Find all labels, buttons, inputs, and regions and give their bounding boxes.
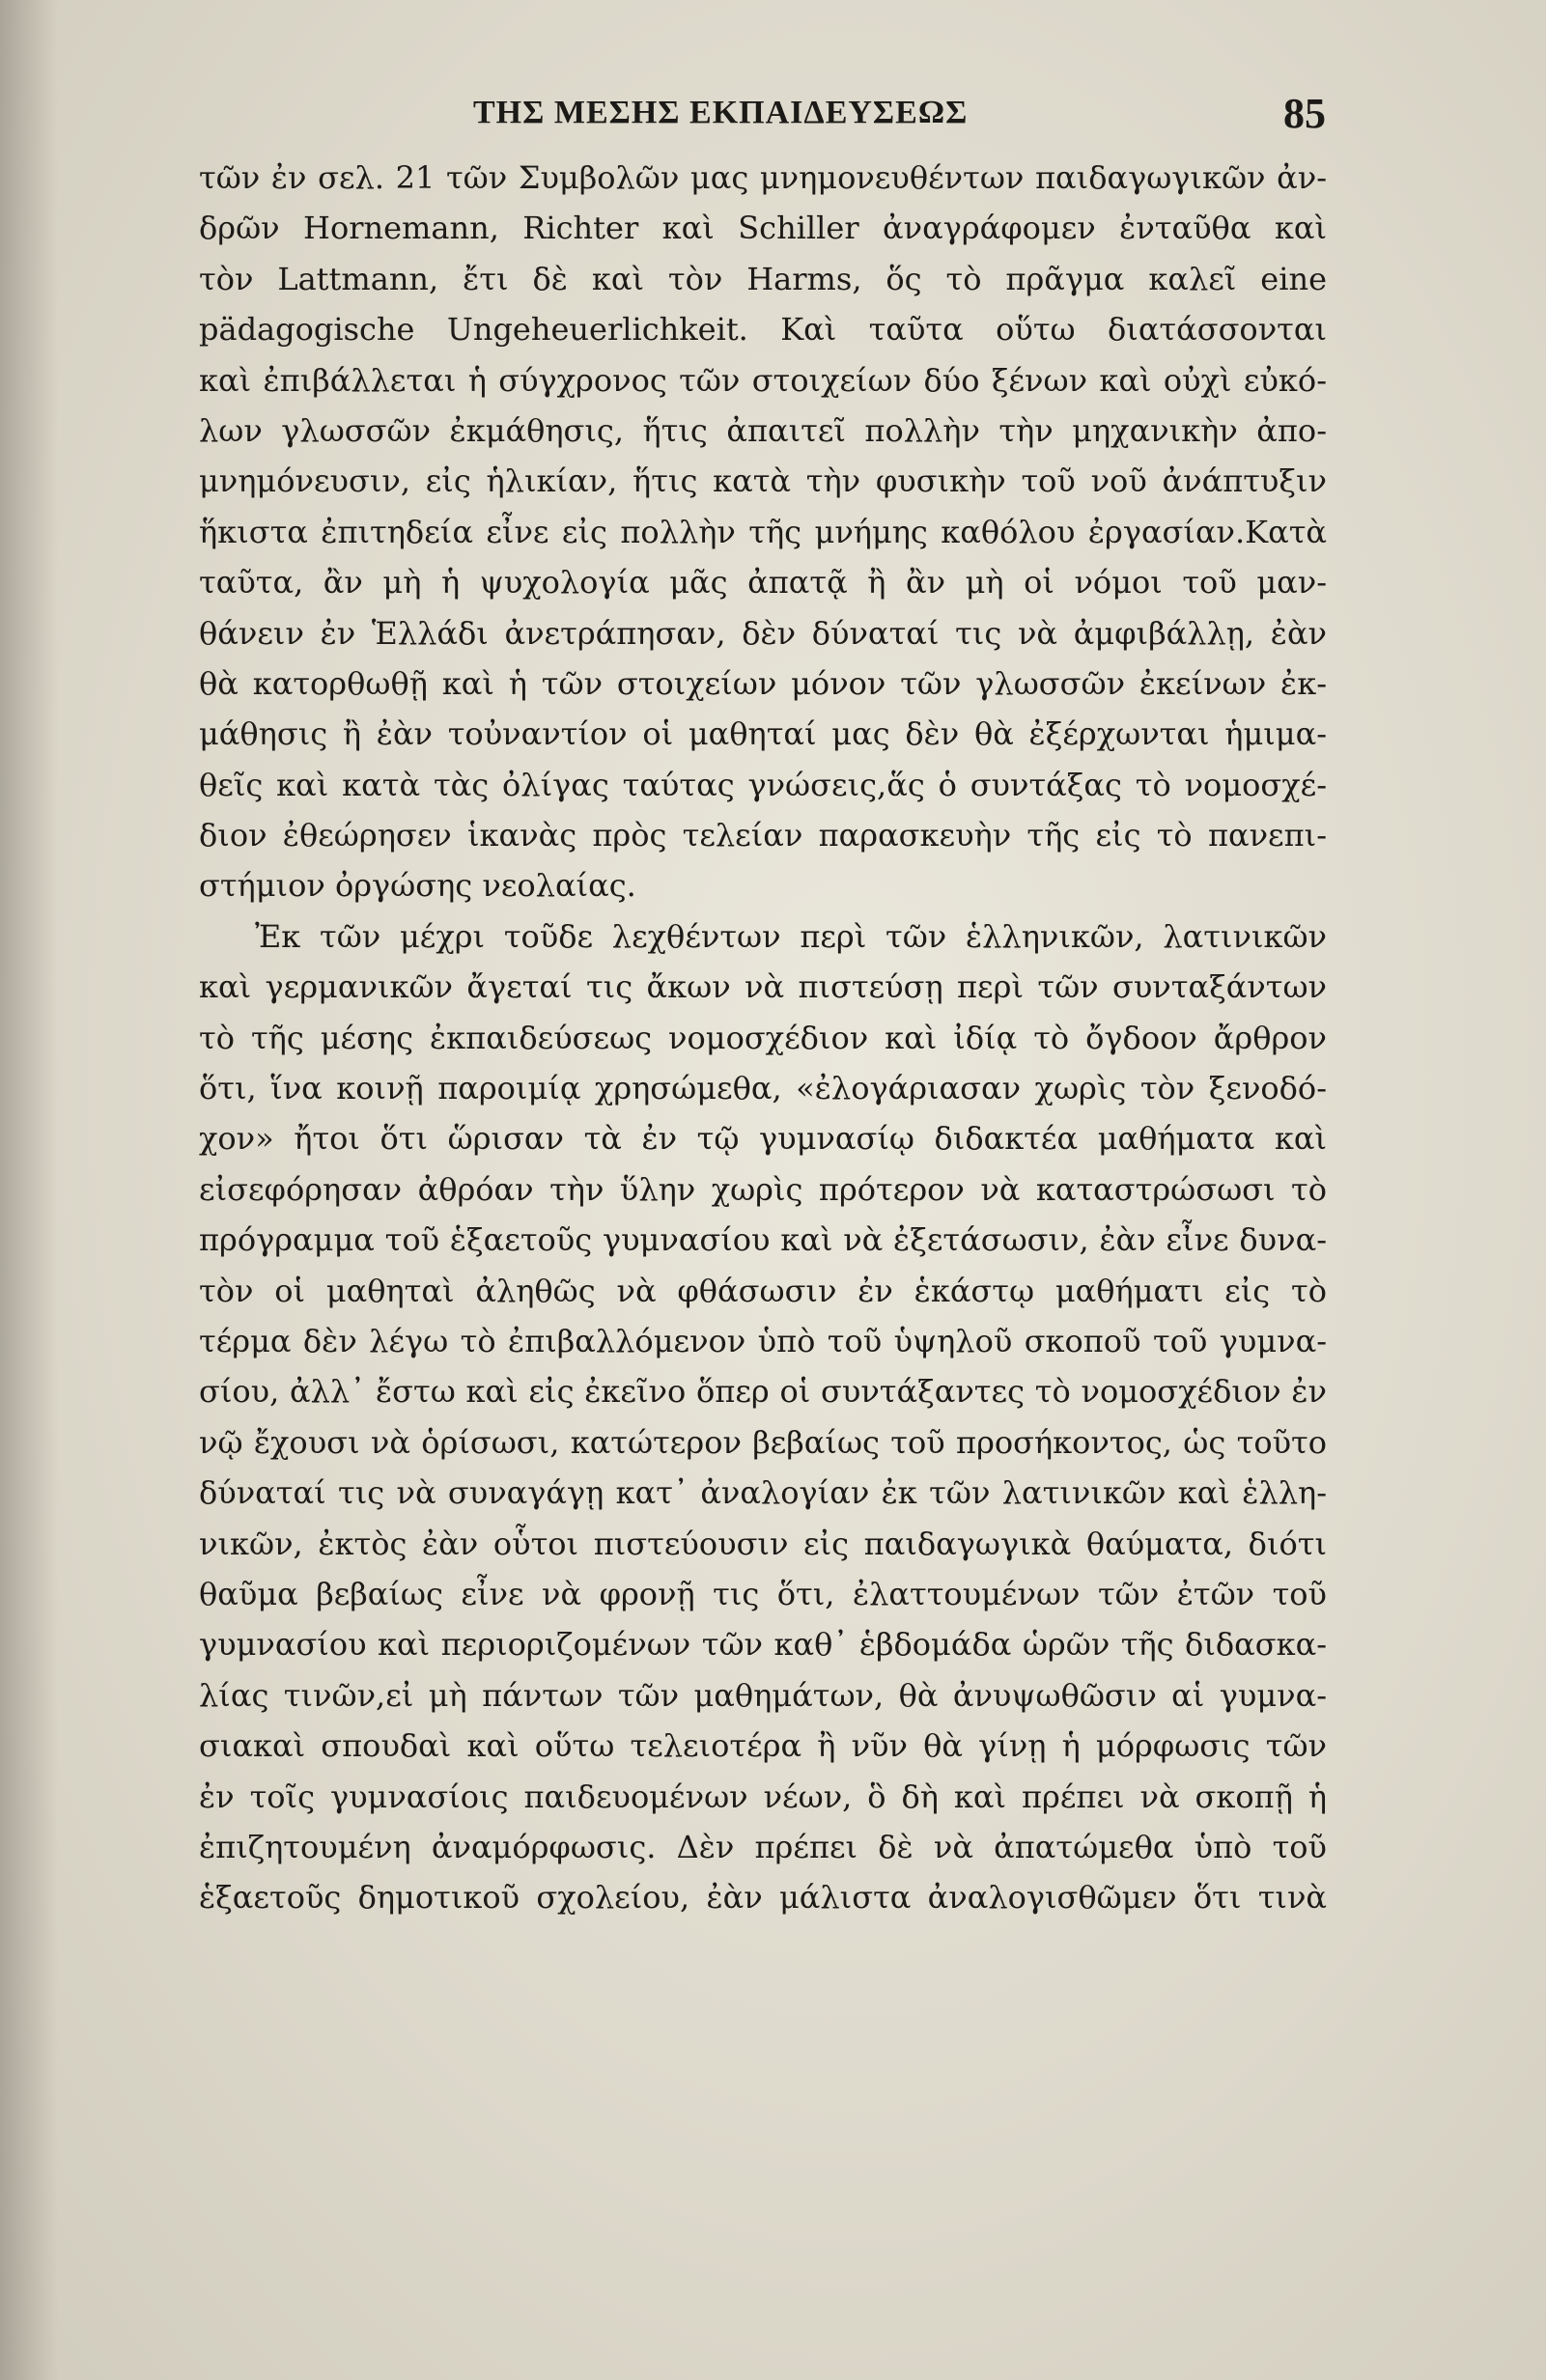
text-line: ὅτι, ἵνα κοινῇ παροιμίᾳ χρησώμεθα, «ἐλογάριασαν χωρὶς τὸν ξενοδό- <box>199 1070 1327 1107</box>
text-line: θαῦμα βεβαίως εἶνε νὰ φρονῇ τις ὅτι, ἐλαττουμένων τῶν ἐτῶν τοῦ <box>199 1575 1327 1612</box>
text-line: σίου, ἀλλ᾽ ἔστω καὶ εἰς ἐκεῖνο ὅπερ οἱ συντάξαντες τὸ νομοσχέδιον ἐν <box>199 1373 1327 1411</box>
text-line: πρόγραμμα τοῦ ἑξαετοῦς γυμνασίου καὶ νὰ ἐξετάσωσιν, ἐὰν εἶνε δυνα- <box>199 1221 1327 1259</box>
text-line: διον ἐθεώρησεν ἱκανὰς πρὸς τελείαν παρασκευὴν τῆς εἰς τὸ πανεπι- <box>199 817 1327 854</box>
text-line: μάθησις ἢ ἐὰν τοὐναντίον οἱ μαθηταί μας δὲν θὰ ἐξέρχωνται ἡμιμα- <box>199 715 1327 753</box>
text-line: τῶν ἐν σελ. 21 τῶν Συμβολῶν μας μνημονευθέντων παιδαγωγικῶν ἀν- <box>199 159 1327 196</box>
text-line-paragraph-end: στήμιον ὀργώσης νεολαίας. <box>199 867 636 905</box>
text-line: εἰσεφόρησαν ἀθρόαν τὴν ὕλην χωρὶς πρότερον νὰ καταστρώσωσι τὸ <box>199 1170 1327 1208</box>
text-line: τὸ τῆς μέσης ἐκπαιδεύσεως νομοσχέδιον καὶ ἰδίᾳ τὸ ὄγδοον ἄρθρον <box>199 1019 1327 1056</box>
text-line: καὶ ἐπιβάλλεται ἡ σύγχρονος τῶν στοιχείων δύο ξένων καὶ οὐχὶ εὐκό- <box>199 361 1327 399</box>
text-line: θεῖς καὶ κατὰ τὰς ὀλίγας ταύτας γνώσεις,ἅς ὁ συντάξας τὸ νομοσχέ- <box>199 766 1327 803</box>
running-head: ΤΗΣ ΜΕΣΗΣ ΕΚΠΑΙΔΕΥΣΕΩΣ <box>473 95 969 130</box>
text-line: ταῦτα, ἂν μὴ ἡ ψυχολογία μᾶς ἀπατᾷ ἢ ἂν μὴ οἱ νόμοι τοῦ μαν- <box>199 564 1327 602</box>
text-line: γυμνασίου καὶ περιοριζομένων τῶν καθ᾽ ἑβδομάδα ὡρῶν τῆς διδασκα- <box>199 1626 1327 1664</box>
text-line: σιακαὶ σπουδαὶ καὶ οὕτω τελειοτέρα ἢ νῦν θὰ γίνῃ ἡ μόρφωσις τῶν <box>199 1727 1327 1765</box>
text-line: νικῶν, ἐκτὸς ἐὰν οὗτοι πιστεύουσιν εἰς παιδαγωγικὰ θαύματα, διότι <box>199 1525 1327 1562</box>
page-number: 85 <box>1283 90 1326 137</box>
text-line: τέρμα δὲν λέγω τὸ ἐπιβαλλόμενον ὑπὸ τοῦ ὑψηλοῦ σκοποῦ τοῦ γυμνα- <box>199 1322 1327 1359</box>
binding-gutter-shadow <box>0 0 58 2380</box>
text-line: τὸν οἱ μαθηταὶ ἀληθῶς νὰ φθάσωσιν ἐν ἑκάστῳ μαθήματι εἰς τὸ <box>199 1272 1327 1309</box>
text-line: νῷ ἔχουσι νὰ ὁρίσωσι, κατώτερον βεβαίως τοῦ προσήκοντος, ὡς τοῦτο <box>199 1423 1327 1461</box>
text-line: δρῶν Hornemann, Richter καὶ Schiller ἀναγράφομεν ἐνταῦθα καὶ <box>199 210 1327 247</box>
text-line: λων γλωσσῶν ἐκμάθησις, ἥτις ἀπαιτεῖ πολλὴν τὴν μηχανικὴν ἀπο- <box>199 411 1327 449</box>
text-line: θὰ κατορθωθῇ καὶ ἡ τῶν στοιχείων μόνον τῶν γλωσσῶν ἐκείνων ἐκ- <box>199 664 1327 702</box>
text-line: μνημόνευσιν, εἰς ἡλικίαν, ἥτις κατὰ τὴν φυσικὴν τοῦ νοῦ ἀνάπτυξιν <box>199 462 1327 500</box>
text-line: pädagogische Ungeheuerlichkeit. Καὶ ταῦτα οὕτω διατάσσονται <box>199 311 1327 349</box>
text-line-paragraph-start: Ἐκ τῶν μέχρι τοῦδε λεχθέντων περὶ τῶν ἑλληνικῶν, λατινικῶν <box>255 917 1327 955</box>
text-line: ἐπιζητουμένη ἀναμόρφωσις. Δὲν πρέπει δὲ νὰ ἀπατώμεθα ὑπὸ τοῦ <box>199 1828 1327 1865</box>
text-line: ἐν τοῖς γυμνασίοις παιδευομένων νέων, ὃ δὴ καὶ πρέπει νὰ σκοπῇ ἡ <box>199 1778 1327 1815</box>
body-text <box>199 153 1327 1923</box>
text-line: λίας τινῶν,εἰ μὴ πάντων τῶν μαθημάτων, θὰ ἀνυψωθῶσιν αἱ γυμνα- <box>199 1676 1327 1714</box>
text-line: ἑξαετοῦς δημοτικοῦ σχολείου, ἐὰν μάλιστα ἀναλογισθῶμεν ὅτι τινὰ <box>199 1879 1327 1917</box>
text-line: δύναταί τις νὰ συναγάγῃ κατ᾽ ἀναλογίαν ἐκ τῶν λατινικῶν καὶ ἑλλη- <box>199 1474 1327 1512</box>
text-line: καὶ γερμανικῶν ἄγεταί τις ἄκων νὰ πιστεύσῃ περὶ τῶν συνταξάντων <box>199 968 1327 1006</box>
text-line: χον» ἤτοι ὅτι ὥρισαν τὰ ἐν τῷ γυμνασίῳ διδακτέα μαθήματα καὶ <box>199 1120 1327 1158</box>
text-line: θάνειν ἐν Ἑλλάδι ἀνετράπησαν, δὲν δύναταί τις νὰ ἀμφιβάλλῃ, ἐὰν <box>199 614 1327 652</box>
text-line: ἥκιστα ἐπιτηδεία εἶνε εἰς πολλὴν τῆς μνήμης καθόλου ἐργασίαν.Κατὰ <box>199 513 1327 550</box>
text-line: τὸν Lattmann, ἔτι δὲ καὶ τὸν Harms, ὅς τὸ πρᾶγμα καλεῖ eine <box>199 260 1327 297</box>
